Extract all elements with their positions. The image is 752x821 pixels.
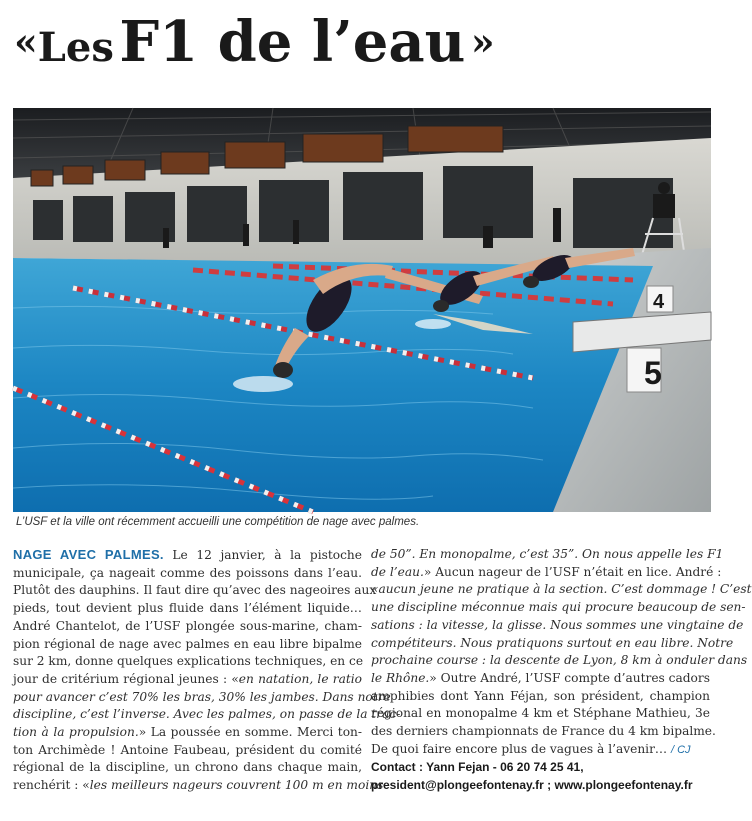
article-line (13, 777, 384, 795)
article-text: » La poussée en somme. Merci ton- (138, 725, 362, 740)
article-line (371, 741, 710, 760)
article-text: » Outre André, l’USF compte d’autres cadors (429, 670, 710, 685)
lane-number-5: 5 (644, 355, 662, 391)
article-line (13, 724, 362, 742)
article-quote: les meilleurs nageurs couvrent 100 m en moins (89, 778, 384, 793)
article-text: jour de critérium régional jeunes : « (13, 671, 239, 686)
article-line: compétiteurs. Nous pratiquons surtout en eau libre. Notre (371, 635, 734, 650)
headline-les: Les (37, 24, 114, 71)
article-line: régional de la discipline, un chrono dans chaque main, (13, 760, 362, 775)
article-line: «aucun jeune ne pratique à la section. C’est dommage ! C’est (371, 582, 752, 597)
article-line: sations : la vitesse, la glisse. Nous sommes une vingtaine de (371, 617, 744, 632)
article-line: André Chantelot, de l’USF plongée sous-marine, cham- (13, 618, 362, 633)
headline (14, 9, 495, 75)
contact-line: Contact : Yann Fejan - 06 20 74 25 41, (371, 760, 584, 775)
article-line: pion régional de nage avec palmes en eau libre bipalme (13, 636, 362, 651)
article-line: amphibies dont Yann Féjan, son président, champion (371, 688, 710, 703)
article-quote: tion à la propulsion. (13, 725, 139, 740)
article-quote: de l’eau. (371, 564, 424, 579)
pool-photo-illustration (13, 108, 711, 512)
article-quote: le Rhône. (371, 670, 430, 685)
article-line (13, 671, 362, 689)
article-line: sur 2 km, donne quelques explications techniques, en ce (13, 654, 364, 669)
article-line: de 50”. En monopalme, c’est 35”. On nous appelle les F1 (371, 547, 724, 561)
article-line: prochaine course : la descente de Lyon, 8 km à onduler dans (371, 653, 748, 668)
photo-caption: L’USF et la ville ont récemment accueilli une compétition de nage avec palmes. (16, 516, 420, 528)
article-line: ton Archimède ! Antoine Faubeau, président du comité (13, 742, 362, 757)
lane-number-4: 4 (653, 291, 665, 313)
article-line (13, 546, 362, 565)
article-line: discipline, c’est l’inverse. Avec les palmes, on passe de la trac- (13, 707, 401, 722)
article-line: pour avancer c’est 70% les bras, 30% les jambes. Dans notre (13, 689, 391, 704)
headline-open-quote: « (14, 19, 38, 64)
article-line: régional en monopalme 4 km et Stéphane Mathieu, 3e (371, 706, 710, 721)
contact-links[interactable]: president@plongeefontenay.fr ; www.plongeefontenay.fr (371, 778, 693, 793)
article-line (371, 564, 722, 582)
article-line: Plutôt des dauphins. Il faut dire qu’avec des nageoires aux (13, 583, 377, 598)
article-photo (13, 108, 711, 512)
article-line: une discipline méconnue mais qui procure beaucoup de sen- (371, 600, 746, 615)
headline-close-quote: » (470, 19, 495, 64)
article-line (371, 670, 710, 688)
article-lead: NAGE AVEC PALMES. (13, 547, 164, 562)
article-line: pieds, tout devient plus fluide dans l’élément liquide… (13, 601, 362, 616)
author-signature: / CJ (670, 743, 691, 756)
article-line: des derniers championnats de France du 4 km bipalme. (371, 724, 716, 739)
headline-main: F1 de l’eau (119, 9, 466, 75)
article-column-right (371, 546, 752, 795)
article-line: municipale, ça nageait comme des poissons dans l’eau. (13, 565, 362, 580)
article-text: renchérit : « (13, 778, 90, 793)
article-text: » Aucun nageur de l’USF n’était en lice. André : (423, 564, 722, 579)
article-line-text: Le 12 janvier, à la pistoche (163, 548, 362, 562)
article-quote: en natation, le ratio (238, 671, 362, 686)
article-text: De quoi faire encore plus de vagues à l’avenir… (371, 741, 668, 756)
